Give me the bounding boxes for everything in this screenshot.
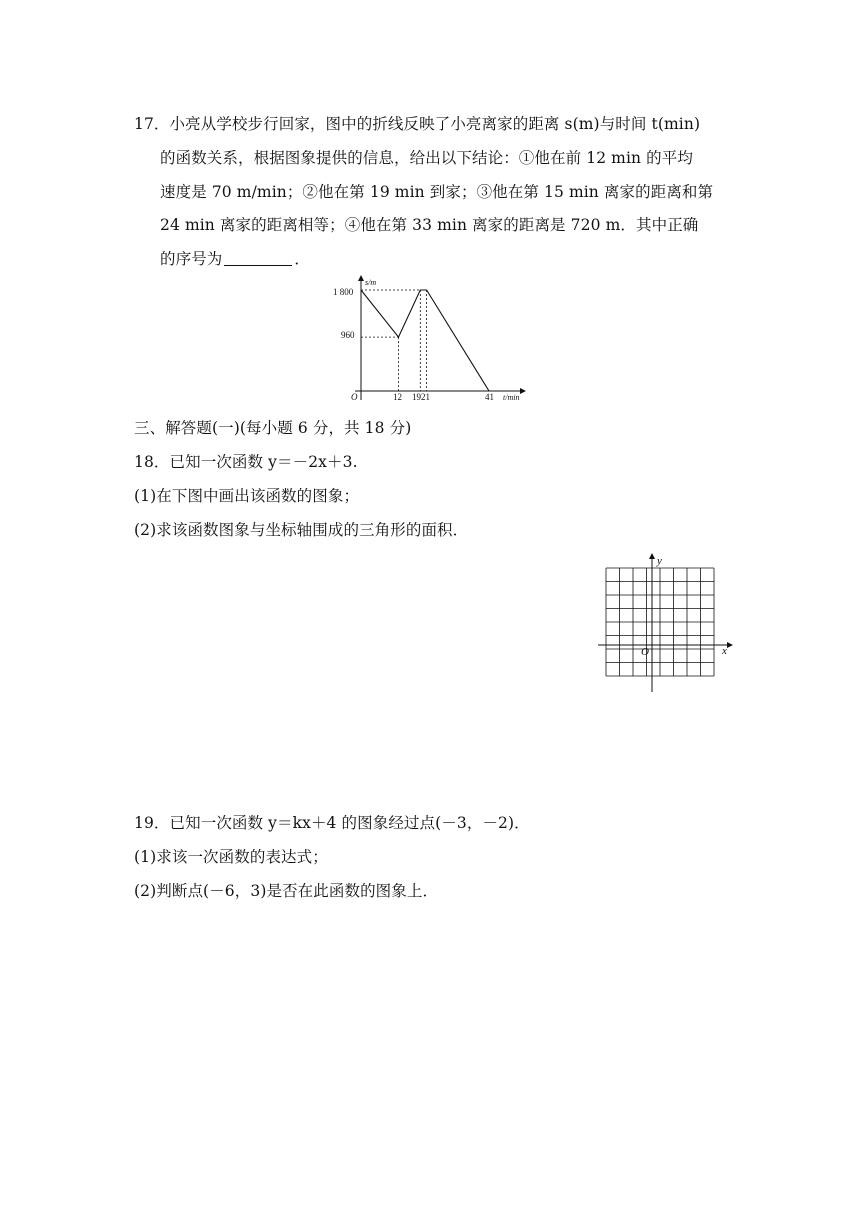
q17-line-4: 24 min 离家的距离相等；④他在第 33 min 离家的距离是 720 m．其中正确	[160, 216, 699, 234]
y-tick-label-1800: 1 800	[333, 287, 354, 297]
q17-line-5-suffix: ．	[294, 250, 311, 268]
grid-y-label: y	[657, 555, 662, 567]
x-tick-label-12: 12	[393, 392, 402, 402]
q18-title: 18．已知一次函数 y＝－2x＋3.	[134, 453, 358, 471]
origin-label: O	[351, 392, 358, 402]
coordinate-grid[interactable]	[596, 550, 736, 696]
q17-line-2: 的函数关系，根据图象提供的信息，给出以下结论：①他在前 12 min 的平均	[160, 149, 693, 167]
q17-line-3: 速度是 70 m/min；②他在第 19 min 到家；③他在第 15 min 离家的距离和第	[160, 183, 714, 201]
distance-polyline	[361, 290, 489, 391]
x-tick-label-21: 21	[421, 392, 430, 402]
q19-part-2: (2)判断点(－6，3)是否在此函数的图象上．	[134, 882, 439, 900]
section-heading: 三、解答题(一)(每小题 6 分，共 18 分)	[134, 419, 412, 437]
q19-title: 19．已知一次函数 y＝kx＋4 的图象经过点(－3，－2)．	[134, 814, 530, 832]
x-tick-label-19-21	[412, 392, 430, 402]
answer-blank[interactable]	[224, 251, 292, 266]
q17-line-1: 17．小亮从学校步行回家，图中的折线反映了小亮离家的距离 s(m)与时间 t(min)	[134, 115, 701, 133]
x-tick-label-19: 19	[412, 392, 421, 402]
dashed-guides	[361, 290, 427, 391]
q19-part-1: (1)求该一次函数的表达式；	[134, 848, 328, 866]
distance-time-chart	[325, 272, 535, 404]
q18-part-2: (2)求该函数图象与坐标轴围成的三角形的面积．	[134, 521, 469, 539]
x-axis-label: t/min	[503, 393, 520, 402]
q17-line-5	[160, 247, 310, 269]
q17-line-5-prefix: 的序号为	[160, 250, 223, 268]
y-axis-label: s/m	[365, 278, 377, 287]
grid-lines	[606, 568, 714, 676]
x-tick-label-41: 41	[485, 392, 494, 402]
y-tick-label-960: 960	[341, 330, 355, 340]
grid-x-label: x	[722, 645, 727, 657]
grid-origin-label: O	[641, 646, 649, 658]
q18-part-1: (1)在下图中画出该函数的图象；	[134, 487, 360, 505]
